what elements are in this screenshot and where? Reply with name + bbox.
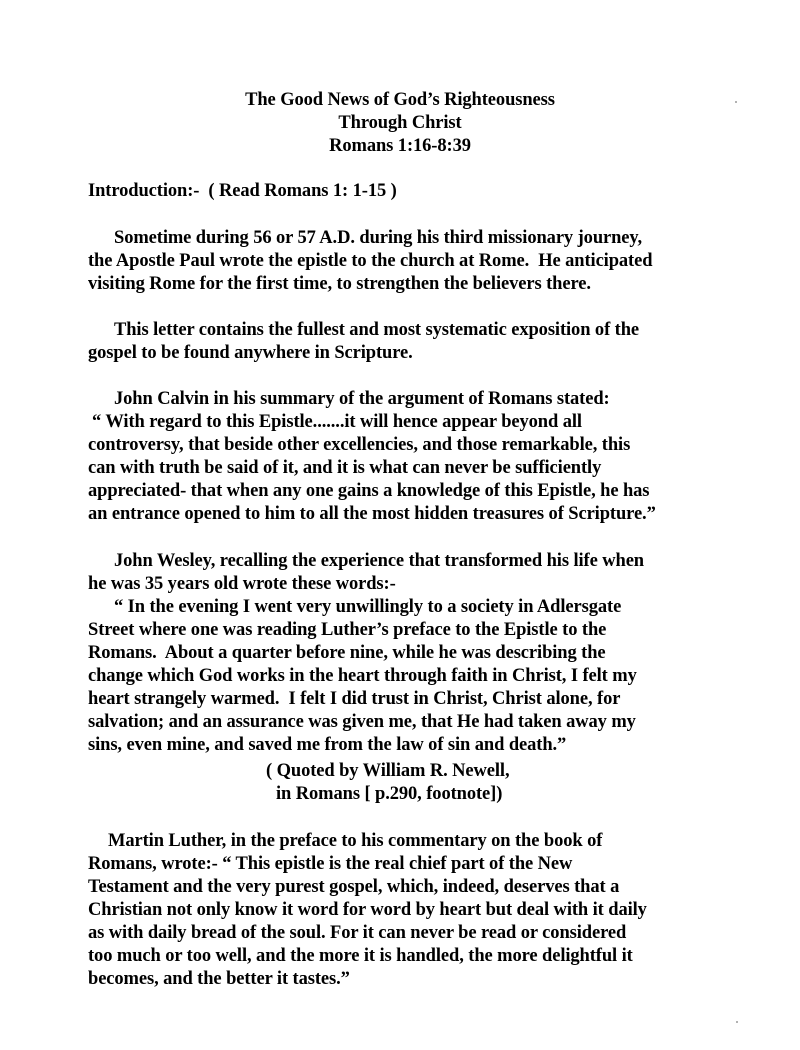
- citation-line: in Romans [ p.290, footnote]): [276, 784, 503, 804]
- quote-line: Street where one was reading Luther’s preface to the Epistle to the: [88, 620, 607, 640]
- paragraph-line: Christian not only know it word for word by heart but deal with it daily: [88, 900, 647, 920]
- paragraph-line: gospel to be found anywhere in Scripture.: [88, 343, 413, 363]
- paragraph-line: the Apostle Paul wrote the epistle to the church at Rome. He anticipated: [88, 251, 653, 271]
- paragraph-line: he was 35 years old wrote these words:-: [88, 574, 396, 594]
- quote-line: controversy, that beside other excellencies, and those remarkable, this: [88, 435, 631, 455]
- paragraph-line: Sometime during 56 or 57 A.D. during his third missionary journey,: [114, 228, 643, 248]
- paragraph-line: visiting Rome for the first time, to strengthen the believers there.: [88, 274, 591, 294]
- document-scripture-range: Romans 1:16-8:39: [329, 136, 471, 156]
- quote-line: salvation; and an assurance was given me, that He had taken away my: [88, 712, 636, 732]
- introduction-heading: Introduction:- ( Read Romans 1: 1-15 ): [88, 181, 397, 201]
- scan-speck: [735, 101, 737, 103]
- scan-speck: [736, 1021, 738, 1023]
- paragraph-line: This letter contains the fullest and most systematic exposition of the: [114, 320, 640, 340]
- quote-line: “ With regard to this Epistle.......it will hence appear beyond all: [92, 412, 582, 432]
- document-subtitle: Through Christ: [338, 113, 462, 133]
- quote-line: sins, even mine, and saved me from the law of sin and death.”: [88, 735, 567, 755]
- quote-line: “ In the evening I went very unwillingly to a society in Adlersgate: [114, 597, 622, 617]
- paragraph-line: Testament and the very purest gospel, which, indeed, deserves that a: [88, 877, 620, 897]
- paragraph-line: Romans, wrote:- “ This epistle is the real chief part of the New: [88, 854, 573, 874]
- paragraph-line: John Calvin in his summary of the argument of Romans stated:: [114, 389, 610, 409]
- quote-line: appreciated- that when any one gains a knowledge of this Epistle, he has: [88, 481, 650, 501]
- paragraph-line: John Wesley, recalling the experience that transformed his life when: [114, 551, 644, 571]
- quote-line: Romans. About a quarter before nine, while he was describing the: [88, 643, 606, 663]
- document-title: The Good News of God’s Righteousness: [245, 90, 555, 110]
- paragraph-line: Martin Luther, in the preface to his commentary on the book of: [108, 831, 603, 851]
- paragraph-line: too much or too well, and the more it is handled, the more delightful it: [88, 946, 633, 966]
- quote-line: can with truth be said of it, and it is what can never be sufficiently: [88, 458, 602, 478]
- quote-line: an entrance opened to him to all the most hidden treasures of Scripture.”: [88, 504, 656, 524]
- quote-line: heart strangely warmed. I felt I did trust in Christ, Christ alone, for: [88, 689, 621, 709]
- paragraph-line: becomes, and the better it tastes.”: [88, 969, 350, 989]
- citation-line: ( Quoted by William R. Newell,: [266, 761, 510, 781]
- paragraph-line: as with daily bread of the soul. For it can never be read or considered: [88, 923, 627, 943]
- quote-line: change which God works in the heart through faith in Christ, I felt my: [88, 666, 637, 686]
